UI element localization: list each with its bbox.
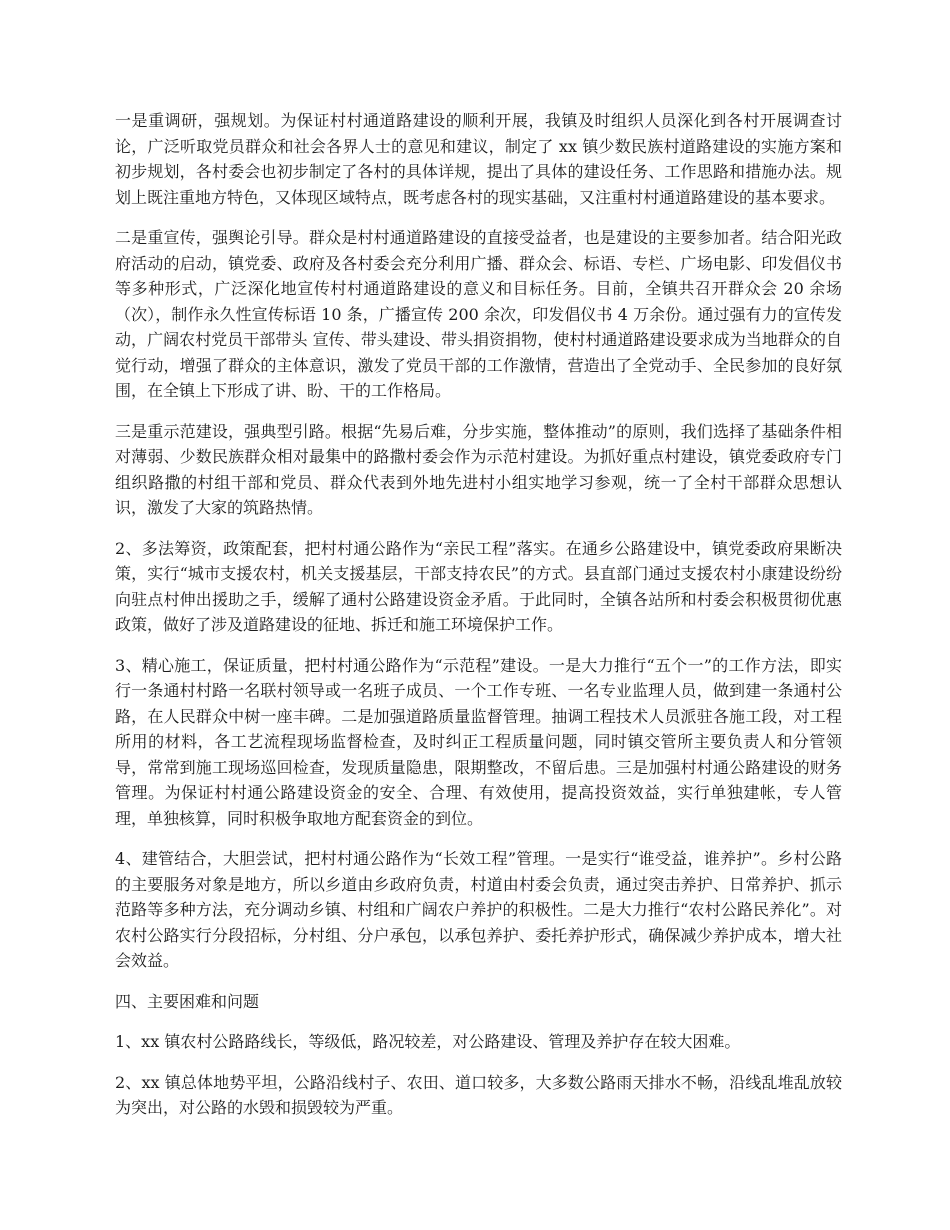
paragraph-construction-quality: 3、精心施工，保证质量，把村村通公路作为“示范程”建设。一是大力推行“五个一”的工作方法，即实行一条通村村路一名联村领导或一名班子成员、一个工作专班、一名专业监理人员，做到建一条通村公路，在人民群众中树一座丰碑。二是加强道路质量监督管理。抽调工程技术人员派驻各施工段，对工程所用的材料，各工艺流程现场监督检查，及时纠正工程质量问题，同时镇交管所主要负责人和分管领导，常常到施工现场巡回检查，发现质量隐患，限期整改，不留后患。三是加强村村通公路建设的财务管理。为保证村村通公路建设资金的安全、合理、有效使用，提高投资效益，实行单独建帐，专人管理，单独核算，同时积极争取地方配套资金的到位。 <box>115 655 842 828</box>
paragraph-road-planning: 一是重调研，强规划。为保证村村通道路建设的顺利开展，我镇及时组织人员深化到各村开展调查讨论，广泛听取党员群众和社会各界人士的意见和建议，制定了 xx 镇少数民族村道路建设的实施方案和初步规划，各村委会也初步制定了各村的具体详规，提出了具体的建设任务、工作思路和措施办法。规划上既注重地方特色，又体现区域特点，既考虑各村的现实基础，又注重村村通道路建设的基本要求。 <box>115 111 842 207</box>
paragraph-difficulty-1: 1、xx 镇农村公路路线长，等级低，路况较差，对公路建设、管理及养护存在较大困难。 <box>115 1032 741 1051</box>
paragraph-demonstration: 三是重示范建设，强典型引路。根据“先易后难，分步实施，整体推动”的原则，我们选择了基础条件相对薄弱、少数民族群众相对最集中的路撒村委会作为示范村建设。为抓好重点村建设，镇党委政府专门组织路撒的村组干部和党员、群众代表到外地先进村小组实地学习参观，统一了全村干部群众思想认识，激发了大家的筑路热情。 <box>115 421 842 517</box>
paragraph-difficulty-2: 2、xx 镇总体地势平坦，公路沿线村子、农田、道口较多，大多数公路雨天排水不畅，沿线乱堆乱放较为突出，对公路的水毁和损毁较为严重。 <box>115 1072 842 1117</box>
paragraph-fundraising: 2、多法筹资，政策配套，把村村通公路作为“亲民工程”落实。在通乡公路建设中，镇党委政府果断决策，实行“城市支援农村，机关支援基层，干部支持农民”的方式。县直部门通过支援农村小康建设纷纷向驻点村伸出援助之手，缓解了通村公路建设资金矛盾。于此同时，全镇各站所和村委会积极贯彻优惠政策，做好了涉及道路建设的征地、拆迁和施工环境保护工作。 <box>115 538 842 634</box>
paragraph-publicity: 二是重宣传，强舆论引导。群众是村村通道路建设的直接受益者，也是建设的主要参加者。结合阳光政府活动的启动，镇党委、政府及各村委会充分利用广播、群众会、标语、专栏、广场电影、印发倡仪书等多种形式，广泛深化地宣传村村通道路建设的意义和目标任务。目前，全镇共召开群众会 20 余场（次），制作永久性宣传标语 10 条，广播宣传 200 余次，印发倡仪书 4 万余份。通过强有力的宣传发动，广阔农村党员干部带头 宣传、带头建设、带头捐资捐物，使村村通道路建设要求成为当地群众的自觉行动，增强了群众的主体意识，激发了党员干部的工作激情，营造出了全党动手、全民参加的良好氛围，在全镇上下形成了讲、盼、干的工作格局。 <box>115 228 842 400</box>
paragraph-maintenance: 4、建管结合，大胆尝试，把村村通公路作为“长效工程”管理。一是实行“谁受益，谁养护”。乡村公路的主要服务对象是地方，所以乡道由乡政府负责，村道由村委会负责，通过突击养护、日常养护、抓示范路等多种方法，充分调动乡镇、村组和广阔农户养护的积极性。二是大力推行“农村公路民养化”。对农村公路实行分段招标，分村组、分户承包，以承包养护、委托养护形式，确保减少养护成本，增大社会效益。 <box>115 849 842 970</box>
document-body <box>115 108 842 1136</box>
section-heading-difficulties: 四、主要困难和问题 <box>115 991 260 1011</box>
